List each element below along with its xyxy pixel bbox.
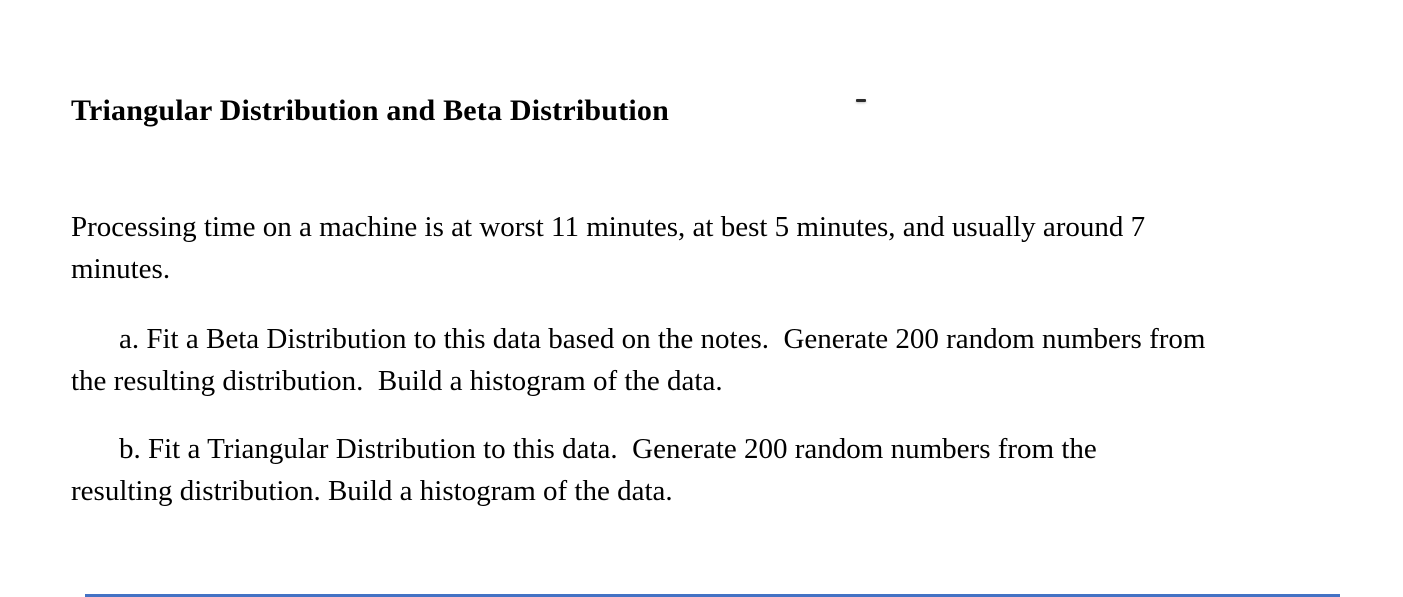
item-a-line-2: the resulting distribution. Build a histogram of the data. (71, 365, 723, 397)
item-a-line-1: a. Fit a Beta Distribution to this data based on the notes. Generate 200 random numbers from (119, 323, 1206, 355)
intro-line-2: minutes. (71, 253, 171, 285)
item-b-paragraph (71, 428, 1097, 512)
item-b-line-2: resulting distribution. Build a histogram of the data. (71, 475, 673, 507)
stray-dash-mark (856, 99, 866, 102)
intro-line-1: Processing time on a machine is at worst 11 minutes, at best 5 minutes, and usually around 7 (71, 211, 1146, 243)
document-title: Triangular Distribution and Beta Distribution (71, 94, 669, 128)
item-a-paragraph (71, 318, 1205, 402)
item-b-line-1: b. Fit a Triangular Distribution to this data. Generate 200 random numbers from the (119, 433, 1097, 465)
intro-paragraph (71, 206, 1145, 290)
